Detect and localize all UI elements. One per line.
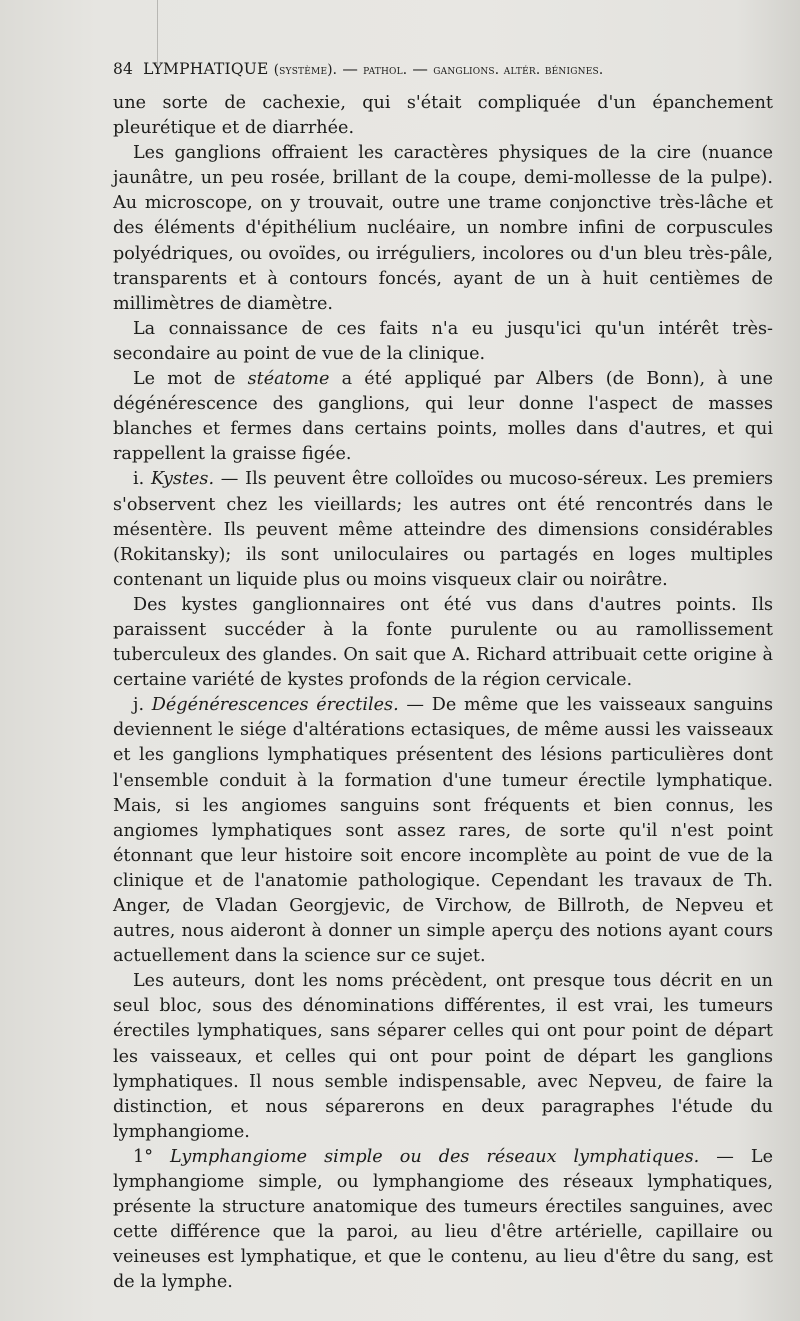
paragraph: 1° Lymphangiome simple ou des réseaux lymphatiques. — Le lymphangiome simple, ou lymphangiome des réseaux lymphatiques, présente la structure anatomique des tumeurs érectiles sanguines, avec cette différence que la paroi, au lieu d'être artérielle, capillaire ou veineuses est lymphatique, et que le contenu, au lieu d'être du sang, est de la lymphe.: [113, 1146, 773, 1293]
paragraph: La connaissance de ces faits n'a eu jusqu'ici qu'un intérêt très-secondaire au point de vue de la clinique.: [113, 318, 773, 364]
paragraph: j. Dégénérescences érectiles. — De même que les vaisseaux sanguins deviennent le siége d'altérations ectasiques, de même aussi les vaisseaux et les ganglions lymphatiques présentent des lésions particulières dont l'ensemble conduit à la formation d'une tumeur érectile lymphatique. Mais, si les angiomes sanguins sont fréquents et bien connus, les angiomes lymphatiques sont assez rares, de sorte qu'il n'est point étonnant que leur histoire soit encore incomplète au point de vue de la clinique et de l'anatomie pathologique. Cependant les travaux de Th. Anger, de Vladan Georgjevic, de Virchow, de Billroth, de Nepveu et autres, nous aideront à donner un simple aperçu des notions ayant cours actuellement dans la science sur ce sujet.: [113, 695, 773, 967]
paragraph: i. Kystes. — Ils peuvent être colloïdes ou mucoso-séreux. Les premiers s'observent chez les vieillards; les autres ont été rencontrés dans le mésentère. Ils peuvent même atteindre des dimensions considérables (Rokitansky); ils sont uniloculaires ou partagés en loges multiples contenant un liquide plus ou moins visqueux clair ou noirâtre.: [113, 469, 774, 590]
page-number: 84: [113, 60, 134, 78]
paragraph: une sorte de cachexie, qui s'était compliquée d'un épanchement pleurétique et de diarrhée.: [113, 93, 773, 139]
section-heading: Kystes.: [150, 469, 215, 490]
paragraph: Les auteurs, dont les noms précèdent, ont presque tous décrit en un seul bloc, sous des dénominations différentes, il est vrai, les tumeurs érectiles lymphatiques, sans séparer celles qui ont pour point de départ les vaisseaux, et celles qui ont pour point de départ les ganglions lymphatiques. Il nous semble indispensable, avec Nepveu, de faire la distinction, et nous séparerons en deux paragraphes l'étude du lymphangiome.: [113, 971, 773, 1142]
header-subtitle: (système).: [273, 62, 338, 78]
body-text: [113, 91, 773, 1296]
paragraph: Des kystes ganglionnaires ont été vus dans d'autres points. Ils paraissent succéder à la fonte purulente ou au ramollissement tuberculeux des glandes. On sait que A. Richard attribuait cette origine à certaine variété de kystes profonds de la région cervicale.: [113, 594, 773, 691]
header-dash-1: —: [337, 60, 364, 78]
header-section: pathol.: [363, 62, 408, 78]
header-topic: ganglions. altér. bénignes.: [433, 62, 604, 78]
header-dash-2: —: [407, 60, 434, 78]
section-heading: Dégénérescences érectiles.: [151, 695, 399, 716]
header-title: LYMPHATIQUE: [143, 60, 269, 78]
paragraph: Les ganglions offraient les caractères physiques de la cire (nuance jaunâtre, un peu rosée, brillant de la coupe, demi-mollesse de la pulpe). Au microscope, on y trouvait, outre une trame conjonctive très-lâche et des éléments d'épithélium nucléaire, un nombre infini de corpuscules polyédriques, ou ovoïdes, ou irréguliers, incolores ou d'un bleu très-pâle, transparents et à contours foncés, ayant de un à huit centièmes de millimètres de diamètre.: [113, 143, 773, 314]
italic-term: stéatome: [247, 369, 330, 390]
section-heading: Lymphangiome simple ou des réseaux lymphatiques.: [170, 1146, 700, 1167]
paragraph: Le mot de stéatome a été appliqué par Albers (de Bonn), à une dégénérescence des ganglions, qui leur donne l'aspect de masses blanches et fermes dans certains points, molles dans d'autres, et qui rappellent la graisse figée.: [113, 369, 773, 465]
running-header: [113, 60, 773, 78]
